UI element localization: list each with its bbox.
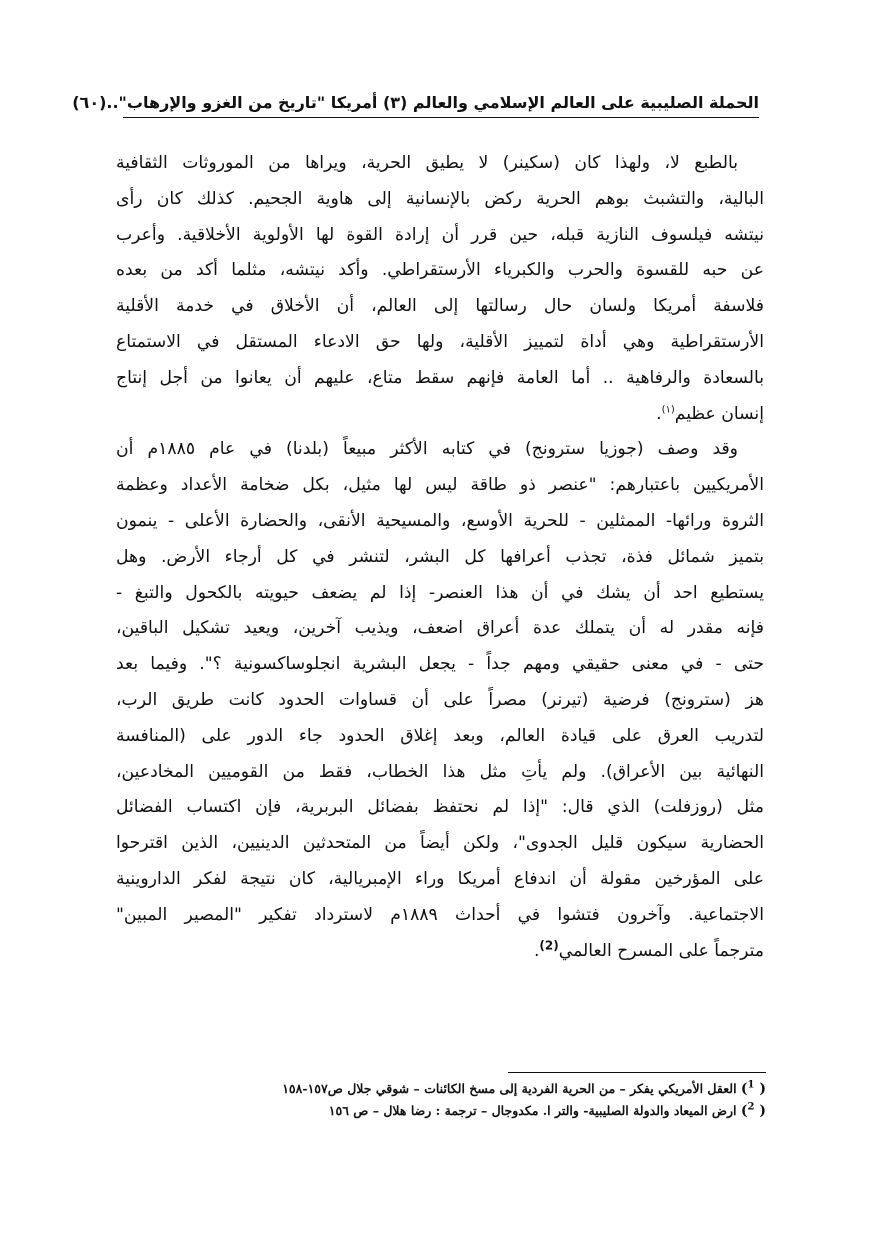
paragraph-2-line: الحضارية سيكون قليل الجدوى"، ولكن أيضاً من المتحدثين الدينيين، الذين اقترحوا: [116, 833, 764, 854]
period: .: [656, 403, 662, 424]
footnote-2: [190, 1100, 766, 1122]
paragraph-2-line: على المؤرخين مقولة أن اندفاع أمريكا وراء الإمبريالية، كان نتيجة لفكر الداروينية: [116, 868, 764, 889]
page-number: (٦٠): [72, 92, 107, 112]
running-header: [72, 88, 759, 116]
footnote-1-marker: ( $^1$): [740, 1079, 766, 1097]
paragraph-2-line: النهائية بين الأعراق). ولم يأتِ مثل هذا الخطاب، فقط من القوميين المخادعين،: [116, 761, 764, 782]
footnote-1: [190, 1078, 766, 1100]
paragraph-1-line: البالية، والتشبث بوهم الحرية ركض بالإنسانية إلى هاوية الجحيم. كذلك كان رأى: [116, 188, 764, 209]
paragraph-1-line: بالطبع لا، ولهذا كان (سكينر) لا يطيق الحرية، ويراها من الموروثات الثقافية: [116, 153, 738, 173]
paragraph-2-line: الاجتماعية. وآخرون فتشوا في أحداث ١٨٨٩م لاسترداد تفكير "المصير المبين": [116, 904, 764, 925]
paragraph-2-line: هز (سترونج) فرضية (تيرنر) مصراً على أن قساوات الحدود كانت طريق الرب،: [116, 689, 764, 710]
footnote-reference-1[interactable]: (١): [661, 403, 675, 415]
paragraph-1-line: فلاسفة أمريكا ولسان حال رسالتها إلى العالم، أن الأخلاق في خدمة الأقلية: [116, 296, 764, 317]
paragraph-2-line: يستطيع احد أن يشك في أن هذا العنصر- إذا لم يضعف حيويته بالكحول والتبغ -: [116, 582, 764, 603]
footnote-1-text: العقل الأمريكي يفكر – من الحرية الفردية إلى مسخ الكائنات – شوقي جلال ص١٥٧-١٥٨: [282, 1081, 737, 1096]
footnote-reference-2[interactable]: (2): [539, 937, 559, 952]
paragraph-1-last-line: [116, 397, 764, 433]
paragraph-2-line: لتدريب العرق على قيادة العالم، وبعد إغلاق الحدود جاء الدور على (المنافسة: [116, 725, 764, 746]
paragraph-1-line: بالسعادة والرفاهية .. أما العامة فإنهم سقط متاع، عليهم أن يعانوا من أجل إنتاج: [116, 367, 764, 388]
paragraph-2-line: الأمريكيين باعتبارهم: "عنصر ذو طاقة ليس لها مثيل، بكل ضخامة الأعداد وعظمة: [116, 475, 764, 496]
line-text: إنسان عظيم: [674, 403, 764, 424]
paragraph-2-line: الثروة ورائها- الممثلين - للحرية الأوسع، والمسيحية الأنقى، والحضارة الأعلى - ينمون: [116, 510, 764, 531]
paragraph-2-line: بتميز شمائل فذة، تجذب أعرافها كل البشر، لتنشر في كل أرجاء الأرض. وهل: [116, 546, 764, 567]
paragraph-1-line: الأرستقراطية وهي أداة لتمييز الأقلية، ولها حق الادعاء المستقل في الاستمتاع: [116, 331, 764, 352]
paragraph-2-line: فإنه مقدر له أن يتملك عدة أعراق اضعف، ويذيب آخرين، ويعيد تشكيل الباقين،: [116, 618, 764, 639]
header-divider: [123, 117, 759, 118]
body-text: [116, 146, 764, 969]
paragraph-1-line: عن حبه للقسوة والحرب والكبرياء الأرستقراطي. وأكد نيتشه، مثلما أكد من بعده: [116, 260, 764, 281]
period: .: [533, 940, 540, 961]
running-header-title: الحملة الصليبية على العالم الإسلامي والعالم (٣) أمريكا "تاريخ من الغزو والإرهاب"..: [106, 92, 759, 112]
paragraph-2-line: حتى - في معنى حقيقي ومهم جداً - يجعل البشرية انجلوساكسونية ؟". وفيما بعد: [116, 654, 764, 675]
footnote-2-text: ارض الميعاد والدولة الصليبية- والتر ا. مكدوجال – ترجمة : رضا هلال – ص ١٥٦: [328, 1103, 737, 1118]
paragraph-2-last-line: [116, 934, 764, 970]
footnote-2-marker: ( $^2$): [740, 1101, 766, 1119]
paragraph-1-line: نيتشه فيلسوف النازية قبله، حين قرر أن إرادة القوة لها الأولوية الأخلاقية. وأعرب: [116, 224, 764, 245]
footnotes: [190, 1078, 766, 1122]
line-text: مترجماً على المسرح العالمي: [558, 940, 764, 961]
footnote-separator: [508, 1072, 766, 1073]
paragraph-2-line: مثل (روزفلت) الذي قال: "إذا لم نحتفظ بفضائل البربرية، فإن اكتساب الفضائل: [116, 797, 764, 818]
paragraph-2-line: وقد وصف (جوزيا سترونج) في كتابه الأكثر مبيعاً (بلدنا) في عام ١٨٨٥م أن: [116, 439, 738, 460]
